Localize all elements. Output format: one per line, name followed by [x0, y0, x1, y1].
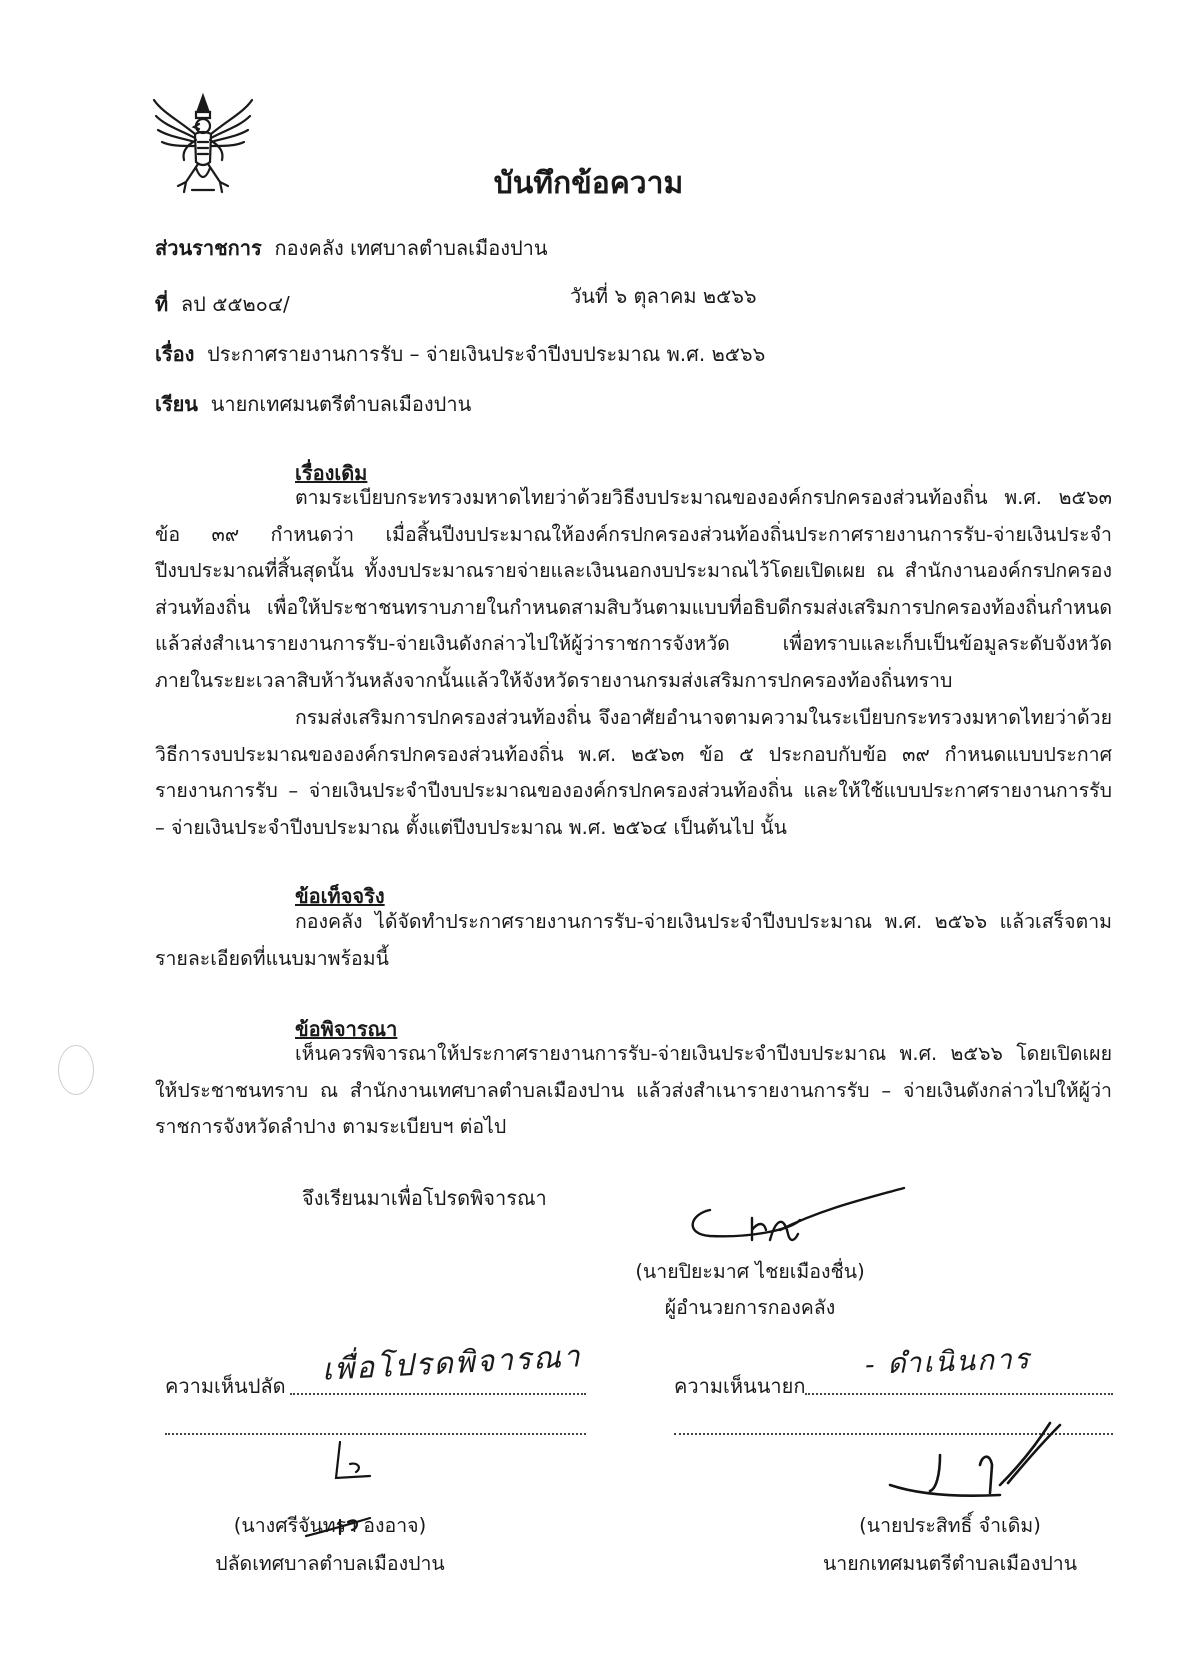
reference-label: ที่	[155, 292, 169, 316]
agency-field	[155, 232, 548, 264]
director-signature	[680, 1190, 910, 1264]
mayor-signature	[880, 1425, 1080, 1519]
director-name: (นายปิยะมาศ ไชยเมืองชื่น)	[635, 1260, 865, 1283]
subject-label: เรื่อง	[155, 342, 195, 366]
addressee-label: เรียน	[155, 392, 198, 416]
subject-field	[155, 338, 765, 370]
clerk-opinion-line-1	[290, 1393, 586, 1395]
date-field	[570, 280, 757, 312]
background-paragraph-2: กรมส่งเสริมการปกครองส่วนท้องถิ่น จึงอาศัยอำนาจตามความในระเบียบกระทรวงมหาดไทยว่าด้วยวิธีการงบประมาณขององค์กรปกครองส่วนท้องถิ่น พ.ศ. ๒๕๖๓ ข้อ ๕ ประกอบกับข้อ ๓๙ กำหนดแบบประกาศรายงานการรับ – จ่ายเงินประจำปีงบประมาณขององค์กรปกครองส่วนท้องถิ่น และให้ใช้แบบประกาศรายงานการรับ – จ่ายเงินประจำปีงบประมาณ ตั้งแต่ปีงบประมาณ พ.ศ. ๒๕๖๔ เป็นต้นไป นั้น	[155, 706, 1112, 839]
addressee-value: นายกเทศมนตรีตำบลเมืองปาน	[210, 392, 472, 416]
mayor-opinion-line-1	[805, 1393, 1113, 1395]
mayor-name: (นายประสิทธิ์ จำเดิม)	[859, 1514, 1041, 1537]
mayor-title: นายกเทศมนตรีตำบลเมืองปาน	[822, 1552, 1078, 1575]
addressee-field	[155, 388, 471, 420]
subject-value: ประกาศรายงานการรับ – จ่ายเงินประจำปีงบประมาณ พ.ศ. ๒๕๖๖	[207, 342, 766, 366]
clerk-opinion-label: ความเห็นปลัด	[165, 1374, 286, 1398]
agency-label: ส่วนราชการ	[155, 236, 262, 260]
reference-value: ลป ๕๕๒๐๔/	[180, 292, 290, 316]
reference-field	[155, 288, 290, 320]
clerk-opinion-handwriting: เพื่อโปรดพิจารณา	[321, 1339, 583, 1388]
date-label: วันที่	[570, 284, 609, 308]
closing-line: จึงเรียนมาเพื่อโปรดพิจารณา	[302, 1186, 547, 1210]
clerk-opinion-line-2	[165, 1433, 586, 1435]
mayor-opinion-handwriting: - ดำเนินการ	[864, 1342, 1032, 1381]
facts-heading: ข้อเท็จจริง	[295, 884, 385, 908]
punch-hole	[58, 1045, 94, 1095]
consideration-paragraph: เห็นควรพิจารณาให้ประกาศรายงานการรับ-จ่ายเงินประจำปีงบประมาณ พ.ศ. ๒๕๖๖ โดยเปิดเผยให้ประชาชนทราบ ณ สำนักงานเทศบาลตำบลเมืองปาน แล้วส่งสำเนารายงานการรับ – จ่ายเงินดังกล่าวไปให้ผู้ว่าราชการจังหวัดลำปาง ตามระเบียบฯ ต่อไป	[155, 1042, 1112, 1138]
clerk-title: ปลัดเทศบาลตำบลเมืองปาน	[215, 1552, 445, 1575]
facts-paragraph: กองคลัง ได้จัดทำประกาศรายงานการรับ-จ่ายเงินประจำปีงบประมาณ พ.ศ. ๒๕๖๖ แล้วเสร็จตามรายละเอียดที่แนบมาพร้อมนี้	[155, 910, 1112, 970]
background-heading: เรื่องเดิม	[295, 461, 368, 485]
background-paragraph-1: ตามระเบียบกระทรวงมหาดไทยว่าด้วยวิธีงบประมาณขององค์กรปกครองส่วนท้องถิ่น พ.ศ. ๒๕๖๓ ข้อ ๓๙ กำหนดว่า เมื่อสิ้นปีงบประมาณให้องค์กรปกครองส่วนท้องถิ่นประกาศรายงานการรับ-จ่ายเงินประจำปีงบประมาณที่สิ้นสุดนั้น ทั้งงบประมาณรายจ่ายและเงินนอกงบประมาณไว้โดยเปิดเผย ณ สำนักงานองค์กรปกครองส่วนท้องถิ่น เพื่อให้ประชาชนทราบภายในกำหนดสามสิบวันตามแบบที่อธิบดีกรมส่งเสริมการปกครองท้องถิ่นกำหนด แล้วส่งสำเนารายงานการรับ-จ่ายเงินดังกล่าวไปให้ผู้ว่าราชการจังหวัด เพื่อทราบและเก็บเป็นข้อมูลระดับจังหวัดภายในระยะเวลาสิบห้าวันหลังจากนั้นแล้วให้จังหวัดรายงานกรมส่งเสริมการปกครองท้องถิ่นทราบ	[155, 486, 1112, 692]
clerk-name: (นางศรีจันทรา องอาจ)	[233, 1514, 427, 1537]
date-value: ๖ ตุลาคม ๒๕๖๖	[614, 284, 757, 308]
mayor-opinion-label: ความเห็นนายก	[674, 1374, 806, 1398]
memo-title: บันทึกข้อความ	[493, 166, 684, 201]
consideration-heading: ข้อพิจารณา	[295, 1017, 398, 1041]
agency-value: กองคลัง เทศบาลตำบลเมืองปาน	[274, 236, 548, 260]
director-title: ผู้อำนวยการกองคลัง	[664, 1296, 836, 1319]
